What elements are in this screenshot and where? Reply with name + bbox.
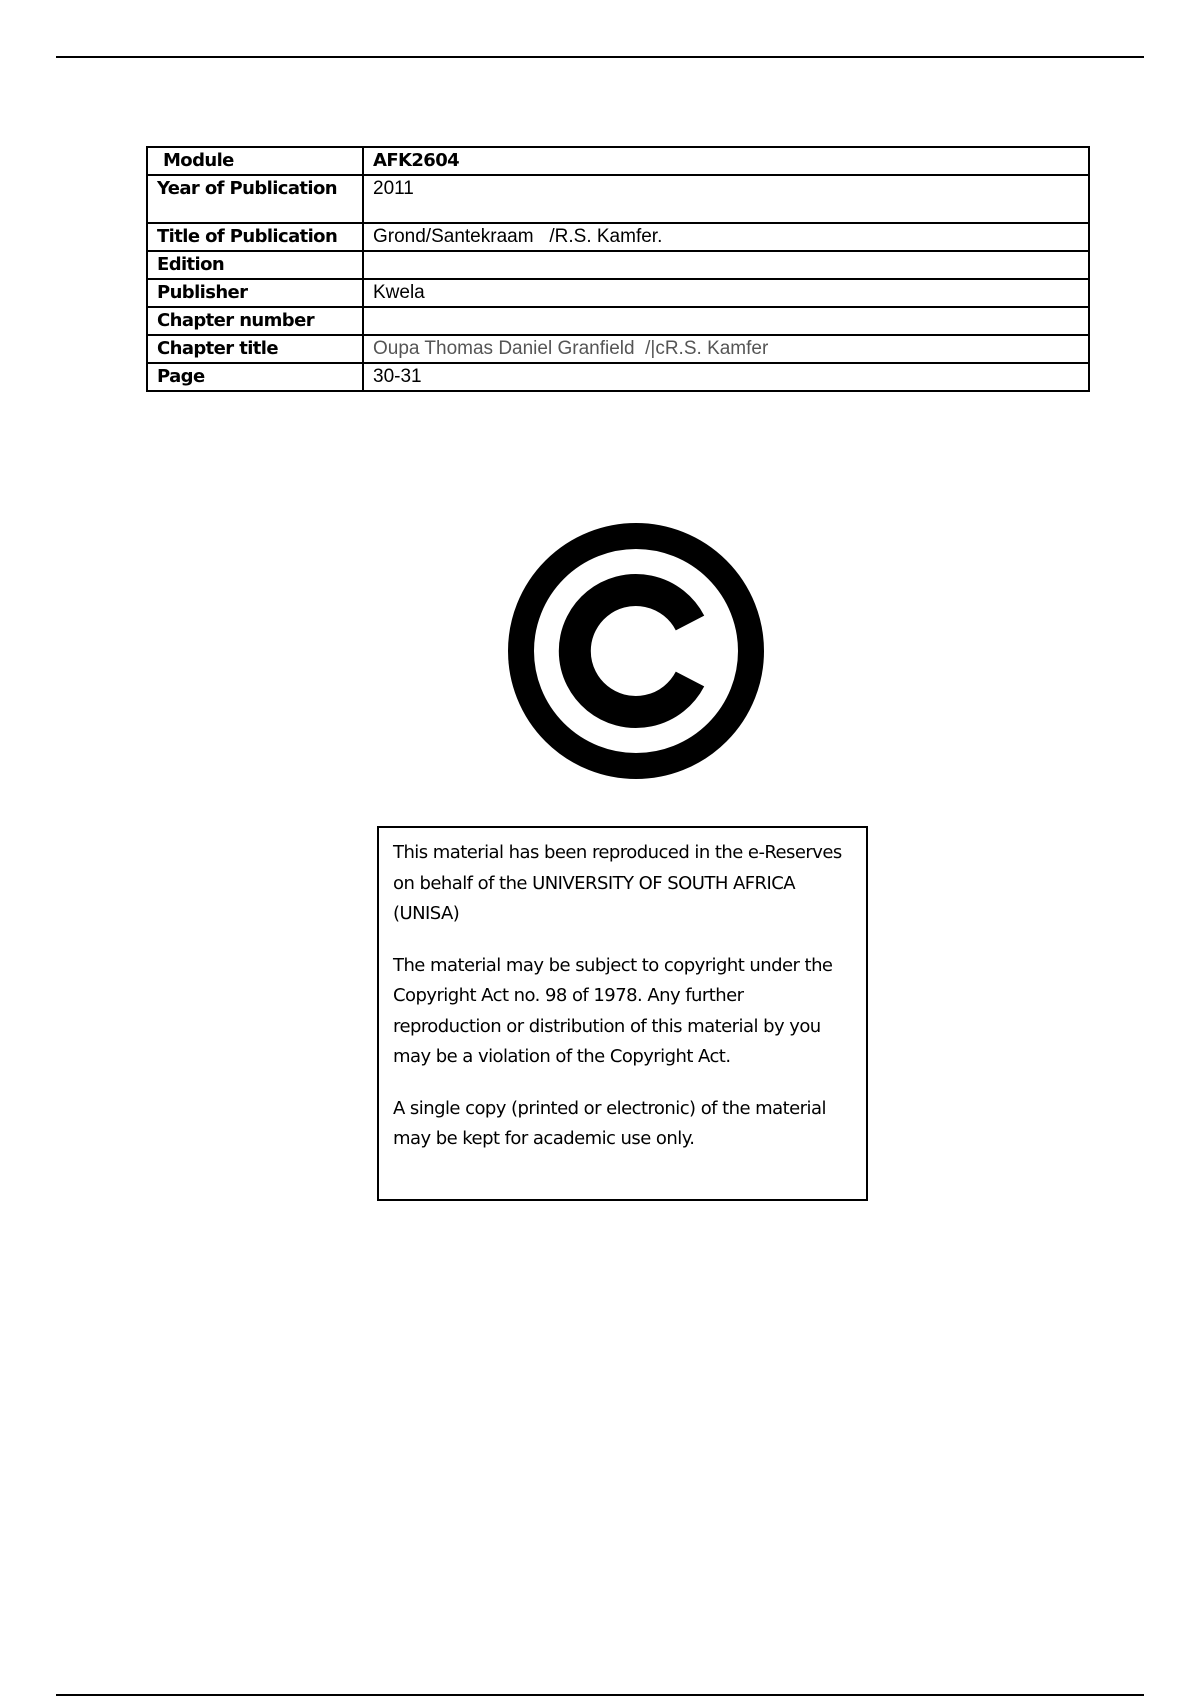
page-label: Page — [147, 363, 363, 391]
publication-metadata-table — [146, 146, 1090, 392]
publisher-label: Publisher — [147, 279, 363, 307]
table-row — [147, 147, 1089, 175]
title-label: Title of Publication — [147, 223, 363, 251]
title-value: Grond/Santekraam /R.S. Kamfer. — [363, 223, 1089, 251]
notice-paragraph-copyright-act: The material may be subject to copyright under the Copyright Act no. 98 of 1978. Any further reproduction or distribution of this material by you may be a violation of the Copyright Act. — [393, 954, 833, 1067]
module-value: AFK2604 — [363, 147, 1089, 175]
table-row — [147, 307, 1089, 335]
table-row — [147, 223, 1089, 251]
chapter-number-value — [363, 307, 1089, 335]
publisher-value: Kwela — [363, 279, 1089, 307]
table-row — [147, 335, 1089, 363]
chapter-number-label: Chapter number — [147, 307, 363, 335]
edition-label: Edition — [147, 251, 363, 279]
table-row — [147, 279, 1089, 307]
edition-value — [363, 251, 1089, 279]
table-row — [147, 175, 1089, 223]
top-rule — [56, 56, 1144, 58]
chapter-title-label: Chapter title — [147, 335, 363, 363]
table-row — [147, 251, 1089, 279]
year-value: 2011 — [363, 175, 1089, 223]
copyright-icon — [507, 522, 765, 780]
module-label: Module — [147, 147, 363, 175]
table-row — [147, 363, 1089, 391]
notice-paragraph-reproduced: This material has been reproduced in the e-Reserves on behalf of the UNIVERSITY OF SOUTH AFRICA (UNISA) — [393, 842, 842, 924]
chapter-title-value: Oupa Thomas Daniel Granfield /|cR.S. Kamfer — [363, 335, 1089, 363]
year-label: Year of Publication — [147, 175, 363, 223]
page-value: 30-31 — [363, 363, 1089, 391]
notice-paragraph-academic-use: A single copy (printed or electronic) of the material may be kept for academic use only. — [393, 1097, 826, 1149]
copyright-notice-box — [377, 826, 868, 1201]
bottom-rule — [56, 1694, 1144, 1696]
